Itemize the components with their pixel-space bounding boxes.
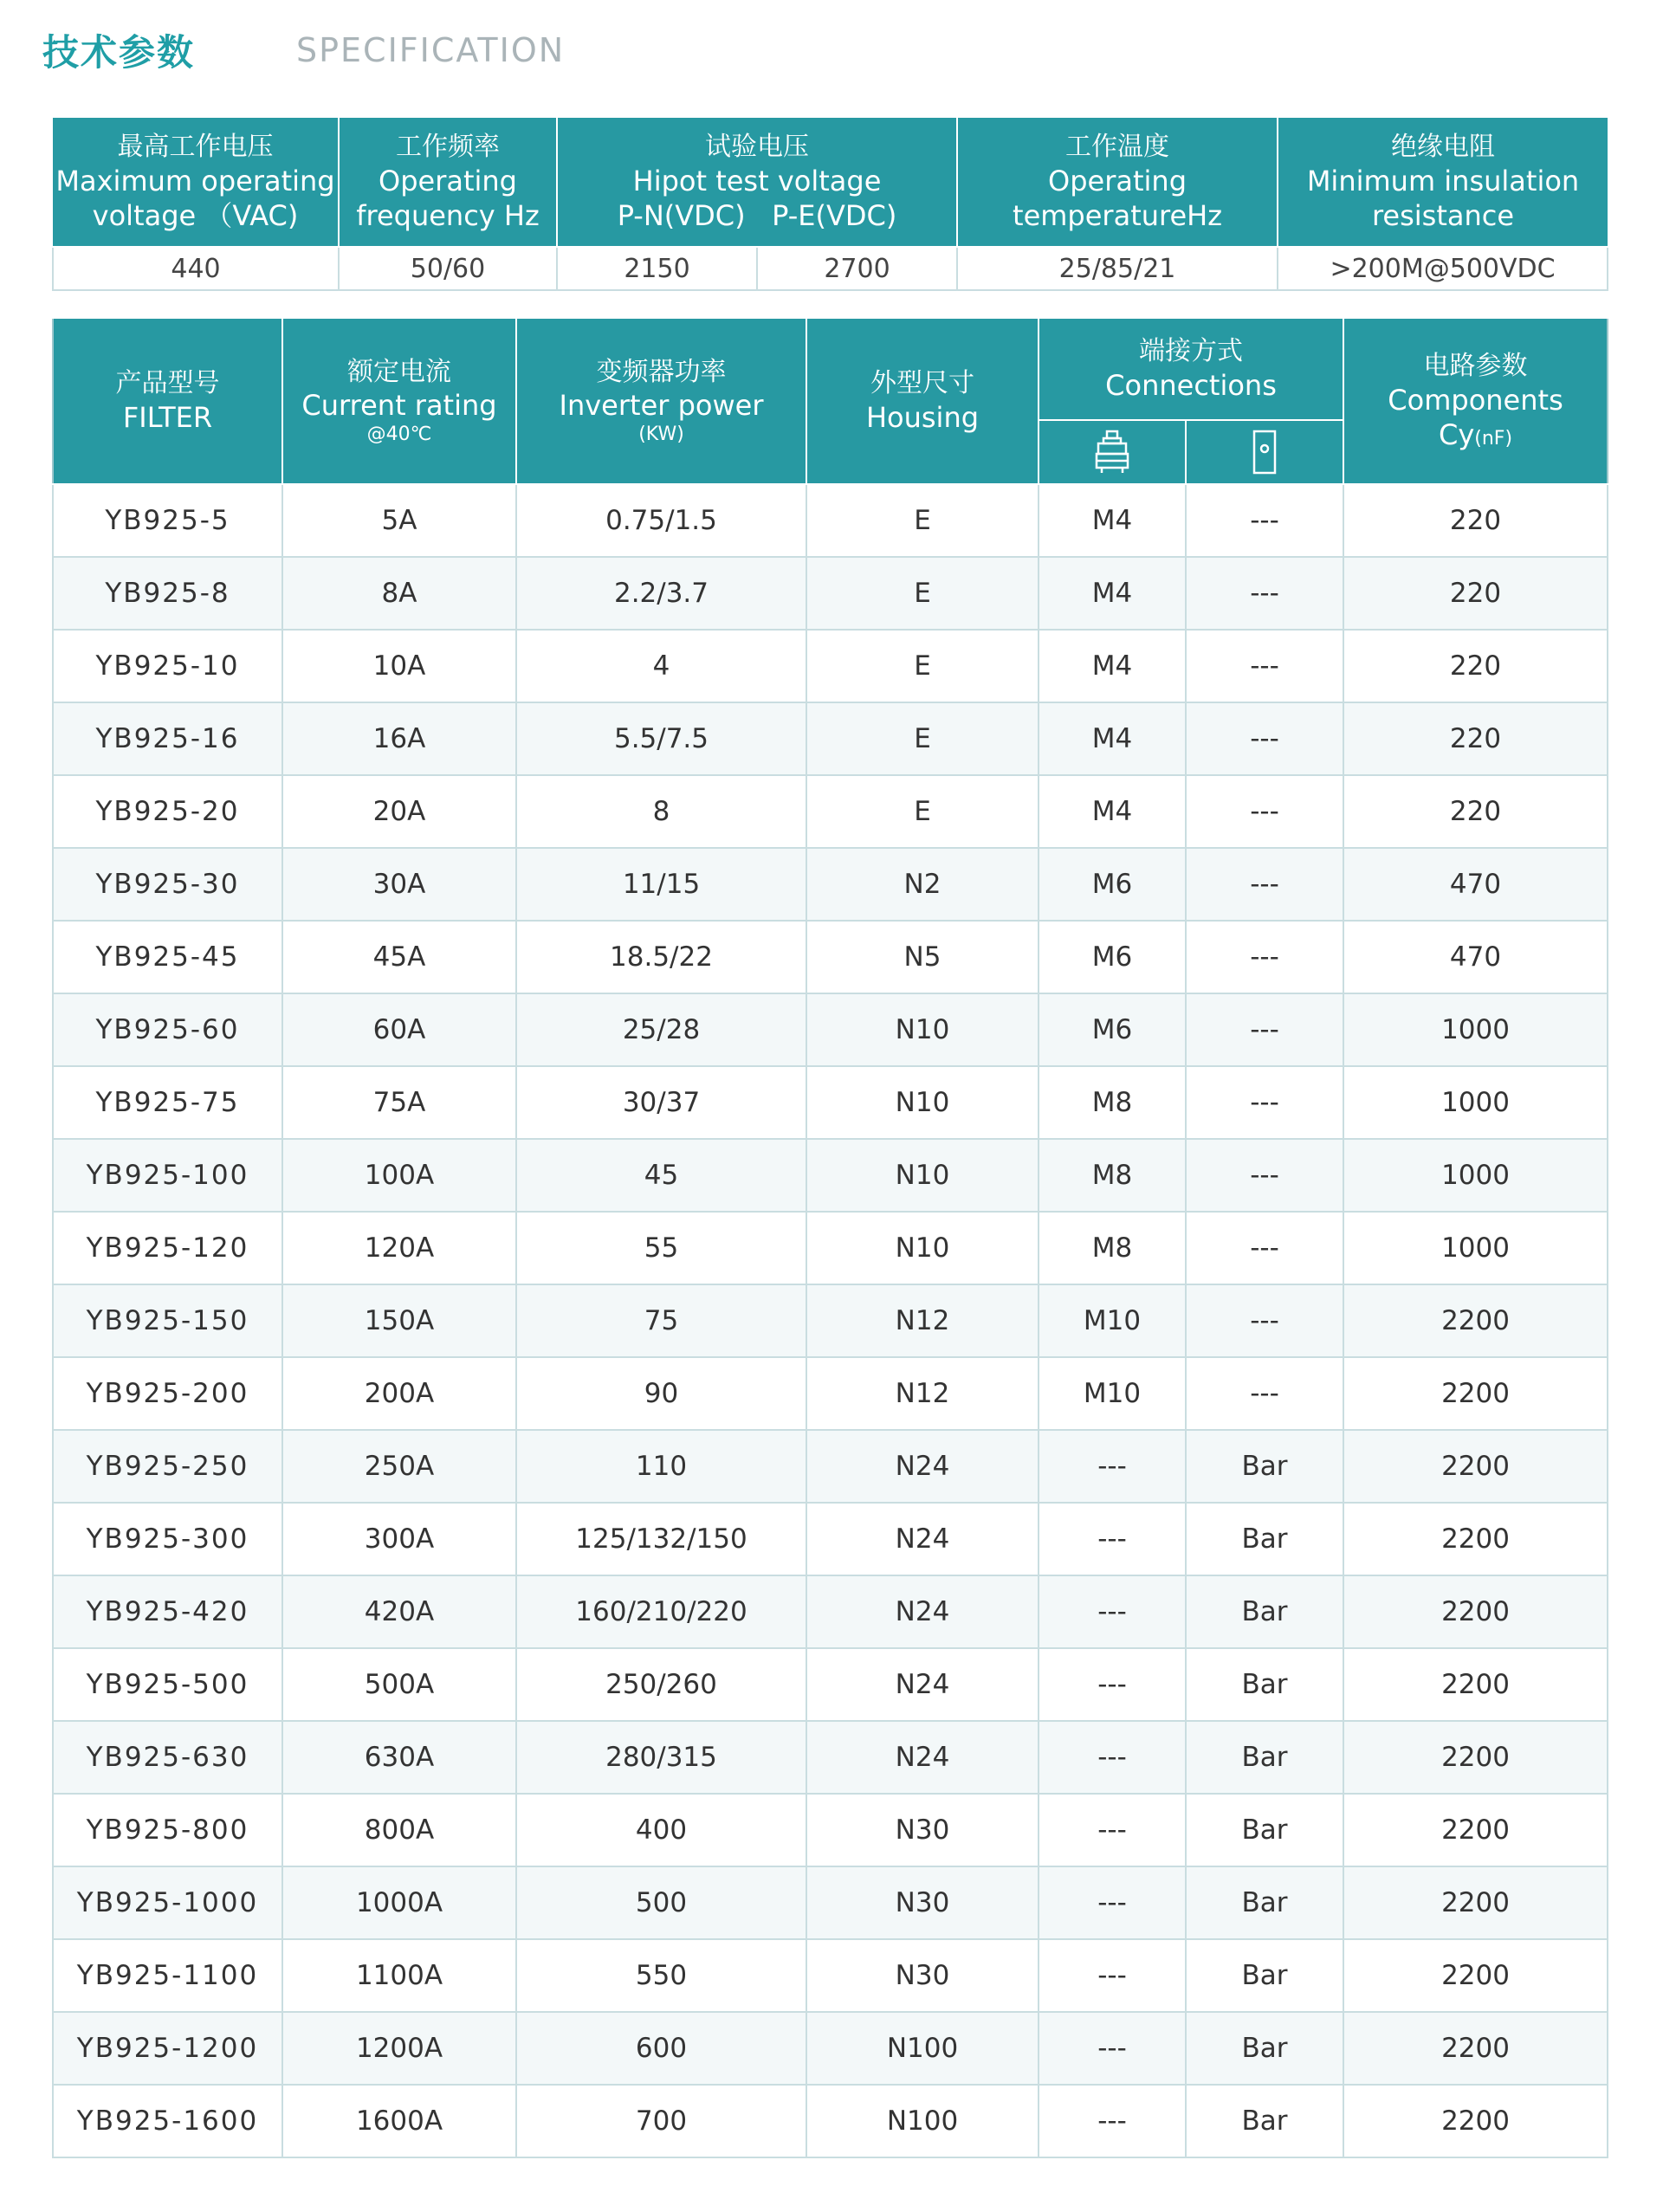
- cell-inverter-power: 400: [516, 1794, 806, 1866]
- cell-capacitance: 220: [1343, 630, 1608, 702]
- cell-connection-screw: M8: [1039, 1066, 1186, 1139]
- cell-current: 500A: [282, 1648, 516, 1721]
- cell-inverter-power: 8: [516, 775, 806, 848]
- cell-housing: N24: [806, 1721, 1039, 1794]
- cell-capacitance: 2200: [1343, 1357, 1608, 1430]
- cell-capacitance: 220: [1343, 702, 1608, 775]
- spec-value-pn: 2150: [557, 247, 757, 290]
- cell-connection-screw: M4: [1039, 484, 1186, 557]
- cell-model: YB925-300: [53, 1503, 282, 1575]
- cell-connection-screw: M10: [1039, 1284, 1186, 1357]
- cell-inverter-power: 2.2/3.7: [516, 557, 806, 630]
- cell-inverter-power: 5.5/7.5: [516, 702, 806, 775]
- cell-current: 300A: [282, 1503, 516, 1575]
- cell-model: YB925-420: [53, 1575, 282, 1648]
- page-title-cn: 技术参数: [42, 31, 196, 74]
- cell-model: YB925-100: [53, 1139, 282, 1212]
- cell-current: 1200A: [282, 2012, 516, 2085]
- cell-inverter-power: 90: [516, 1357, 806, 1430]
- cell-current: 1000A: [282, 1866, 516, 1939]
- cell-connection-screw: M4: [1039, 557, 1186, 630]
- cell-current: 75A: [282, 1066, 516, 1139]
- cell-inverter-power: 550: [516, 1939, 806, 2012]
- cell-inverter-power: 500: [516, 1866, 806, 1939]
- header-housing: 外型尺寸 Housing: [806, 318, 1039, 484]
- table-row: [53, 2085, 1608, 2157]
- cell-capacitance: 2200: [1343, 2085, 1608, 2157]
- cell-inverter-power: 700: [516, 2085, 806, 2157]
- cell-connection-bar: ---: [1186, 484, 1343, 557]
- spec-value-frequency: 50/60: [339, 247, 557, 290]
- cell-model: YB925-20: [53, 775, 282, 848]
- cell-inverter-power: 18.5/22: [516, 921, 806, 993]
- cell-inverter-power: 125/132/150: [516, 1503, 806, 1575]
- cell-connection-bar: Bar: [1186, 1503, 1343, 1575]
- cell-housing: N100: [806, 2085, 1039, 2157]
- spec-value-pe: 2700: [757, 247, 957, 290]
- cell-current: 200A: [282, 1357, 516, 1430]
- cell-connection-bar: Bar: [1186, 1866, 1343, 1939]
- product-table-body: [53, 484, 1608, 2157]
- cell-current: 16A: [282, 702, 516, 775]
- cell-model: YB925-1600: [53, 2085, 282, 2157]
- cell-current: 30A: [282, 848, 516, 921]
- cell-connection-bar: Bar: [1186, 1430, 1343, 1503]
- table-row: [53, 1939, 1608, 2012]
- cell-model: YB925-150: [53, 1284, 282, 1357]
- busbar-icon: [1186, 420, 1343, 484]
- cell-capacitance: 2200: [1343, 1284, 1608, 1357]
- cell-housing: N2: [806, 848, 1039, 921]
- cell-current: 1100A: [282, 1939, 516, 2012]
- cell-housing: N10: [806, 1139, 1039, 1212]
- cell-connection-bar: ---: [1186, 702, 1343, 775]
- cell-current: 420A: [282, 1575, 516, 1648]
- cell-connection-bar: ---: [1186, 993, 1343, 1066]
- cell-capacitance: 1000: [1343, 1066, 1608, 1139]
- cell-inverter-power: 0.75/1.5: [516, 484, 806, 557]
- cell-current: 250A: [282, 1430, 516, 1503]
- cell-model: YB925-500: [53, 1648, 282, 1721]
- cell-housing: E: [806, 484, 1039, 557]
- cell-capacitance: 2200: [1343, 1939, 1608, 2012]
- cell-capacitance: 220: [1343, 557, 1608, 630]
- cell-connection-bar: ---: [1186, 557, 1343, 630]
- cell-housing: N12: [806, 1357, 1039, 1430]
- cell-model: YB925-16: [53, 702, 282, 775]
- table-row: [53, 1503, 1608, 1575]
- cell-connection-screw: M6: [1039, 848, 1186, 921]
- cell-capacitance: 1000: [1343, 1139, 1608, 1212]
- cell-connection-bar: ---: [1186, 1357, 1343, 1430]
- cell-housing: E: [806, 702, 1039, 775]
- cell-housing: N5: [806, 921, 1039, 993]
- cell-connection-screw: M4: [1039, 702, 1186, 775]
- cell-model: YB925-120: [53, 1212, 282, 1284]
- cell-inverter-power: 250/260: [516, 1648, 806, 1721]
- cell-capacitance: 2200: [1343, 1721, 1608, 1794]
- cell-connection-screw: M4: [1039, 630, 1186, 702]
- cell-housing: E: [806, 775, 1039, 848]
- cell-inverter-power: 160/210/220: [516, 1575, 806, 1648]
- cell-inverter-power: 55: [516, 1212, 806, 1284]
- cell-connection-screw: M6: [1039, 921, 1186, 993]
- table-row: [53, 1648, 1608, 1721]
- cell-connection-screw: ---: [1039, 2012, 1186, 2085]
- cell-inverter-power: 11/15: [516, 848, 806, 921]
- cell-connection-screw: ---: [1039, 1721, 1186, 1794]
- table-row: [53, 1866, 1608, 1939]
- cell-connection-bar: ---: [1186, 1139, 1343, 1212]
- cell-connection-screw: ---: [1039, 1575, 1186, 1648]
- cell-connection-screw: ---: [1039, 1866, 1186, 1939]
- cell-connection-bar: ---: [1186, 848, 1343, 921]
- cell-housing: N30: [806, 1866, 1039, 1939]
- cell-capacitance: 470: [1343, 921, 1608, 993]
- table-row: [53, 993, 1608, 1066]
- table-row: [53, 1575, 1608, 1648]
- cell-inverter-power: 4: [516, 630, 806, 702]
- table-row: [53, 1139, 1608, 1212]
- spec-header-voltage: 最高工作电压 Maximum operating voltage （VAC): [53, 117, 339, 247]
- cell-housing: N30: [806, 1939, 1039, 2012]
- cell-connection-bar: Bar: [1186, 1721, 1343, 1794]
- cell-connection-bar: ---: [1186, 1066, 1343, 1139]
- cell-model: YB925-630: [53, 1721, 282, 1794]
- cell-capacitance: 2200: [1343, 2012, 1608, 2085]
- cell-capacitance: 2200: [1343, 1503, 1608, 1575]
- cell-connection-bar: Bar: [1186, 1575, 1343, 1648]
- cell-current: 630A: [282, 1721, 516, 1794]
- cell-connection-bar: Bar: [1186, 1939, 1343, 2012]
- cell-inverter-power: 25/28: [516, 993, 806, 1066]
- table-row: [53, 921, 1608, 993]
- table-row: [53, 702, 1608, 775]
- header-current: 额定电流 Current rating @40℃: [282, 318, 516, 484]
- cell-inverter-power: 110: [516, 1430, 806, 1503]
- cell-connection-screw: ---: [1039, 1648, 1186, 1721]
- spec-header-temperature: 工作温度 Operating temperatureHz: [957, 117, 1278, 247]
- cell-current: 1600A: [282, 2085, 516, 2157]
- cell-housing: N100: [806, 2012, 1039, 2085]
- table-row: [53, 1430, 1608, 1503]
- cell-connection-screw: ---: [1039, 1503, 1186, 1575]
- cell-current: 100A: [282, 1139, 516, 1212]
- spec-value-insulation: >200M@500VDC: [1278, 247, 1608, 290]
- cell-connection-bar: ---: [1186, 1284, 1343, 1357]
- cell-model: YB925-75: [53, 1066, 282, 1139]
- cell-housing: N12: [806, 1284, 1039, 1357]
- table-row: [53, 1794, 1608, 1866]
- cell-connection-screw: M8: [1039, 1139, 1186, 1212]
- cell-housing: N24: [806, 1503, 1039, 1575]
- cell-inverter-power: 30/37: [516, 1066, 806, 1139]
- cell-connection-screw: M10: [1039, 1357, 1186, 1430]
- cell-connection-bar: Bar: [1186, 2085, 1343, 2157]
- cell-capacitance: 2200: [1343, 1648, 1608, 1721]
- cell-current: 150A: [282, 1284, 516, 1357]
- spec-table: [52, 116, 1608, 291]
- header-components: 电路参数 Components Cy(nF): [1343, 318, 1608, 484]
- cell-model: YB925-800: [53, 1794, 282, 1866]
- cell-model: YB925-250: [53, 1430, 282, 1503]
- cell-connection-bar: Bar: [1186, 1648, 1343, 1721]
- cell-connection-bar: ---: [1186, 921, 1343, 993]
- cell-inverter-power: 45: [516, 1139, 806, 1212]
- cell-housing: N10: [806, 1212, 1039, 1284]
- cell-model: YB925-45: [53, 921, 282, 993]
- cell-housing: N24: [806, 1575, 1039, 1648]
- cell-current: 45A: [282, 921, 516, 993]
- cell-connection-screw: ---: [1039, 1939, 1186, 2012]
- cell-connection-bar: ---: [1186, 1212, 1343, 1284]
- page-title-en: SPECIFICATION: [296, 31, 566, 69]
- table-row: [53, 1357, 1608, 1430]
- cell-current: 5A: [282, 484, 516, 557]
- cell-housing: E: [806, 557, 1039, 630]
- cell-capacitance: 1000: [1343, 993, 1608, 1066]
- cell-capacitance: 220: [1343, 775, 1608, 848]
- cell-capacitance: 2200: [1343, 1430, 1608, 1503]
- product-table: [52, 317, 1608, 2158]
- cell-capacitance: 2200: [1343, 1866, 1608, 1939]
- header-components-cy: Cy: [1438, 417, 1475, 451]
- cell-capacitance: 2200: [1343, 1575, 1608, 1648]
- cell-model: YB925-60: [53, 993, 282, 1066]
- table-row: [53, 484, 1608, 557]
- cell-model: YB925-1000: [53, 1866, 282, 1939]
- terminal-screw-icon: [1039, 420, 1186, 484]
- cell-inverter-power: 75: [516, 1284, 806, 1357]
- table-row: [53, 775, 1608, 848]
- table-row: [53, 2012, 1608, 2085]
- cell-connection-bar: ---: [1186, 630, 1343, 702]
- header-connections: 端接方式 Connections: [1039, 318, 1343, 420]
- table-row: [53, 557, 1608, 630]
- cell-current: 60A: [282, 993, 516, 1066]
- cell-connection-screw: ---: [1039, 1794, 1186, 1866]
- cell-current: 800A: [282, 1794, 516, 1866]
- cell-connection-screw: ---: [1039, 2085, 1186, 2157]
- cell-capacitance: 470: [1343, 848, 1608, 921]
- cell-model: YB925-1100: [53, 1939, 282, 2012]
- cell-model: YB925-10: [53, 630, 282, 702]
- cell-housing: N10: [806, 993, 1039, 1066]
- cell-current: 120A: [282, 1212, 516, 1284]
- cell-model: YB925-8: [53, 557, 282, 630]
- spec-header-frequency: 工作频率 Operating frequency Hz: [339, 117, 557, 247]
- cell-connection-bar: Bar: [1186, 2012, 1343, 2085]
- cell-connection-screw: M4: [1039, 775, 1186, 848]
- table-row: [53, 1721, 1608, 1794]
- spec-header-insulation: 绝缘电阻 Minimum insulation resistance: [1278, 117, 1608, 247]
- cell-current: 20A: [282, 775, 516, 848]
- spec-value-voltage: 440: [53, 247, 339, 290]
- cell-inverter-power: 280/315: [516, 1721, 806, 1794]
- cell-model: YB925-5: [53, 484, 282, 557]
- cell-connection-screw: M6: [1039, 993, 1186, 1066]
- cell-connection-bar: Bar: [1186, 1794, 1343, 1866]
- cell-housing: N30: [806, 1794, 1039, 1866]
- header-components-unit: (nF): [1474, 427, 1513, 450]
- header-filter: 产品型号 FILTER: [53, 318, 282, 484]
- cell-capacitance: 2200: [1343, 1794, 1608, 1866]
- cell-housing: E: [806, 630, 1039, 702]
- table-row: [53, 1212, 1608, 1284]
- cell-model: YB925-1200: [53, 2012, 282, 2085]
- cell-capacitance: 220: [1343, 484, 1608, 557]
- cell-inverter-power: 600: [516, 2012, 806, 2085]
- cell-model: YB925-30: [53, 848, 282, 921]
- cell-current: 10A: [282, 630, 516, 702]
- cell-housing: N10: [806, 1066, 1039, 1139]
- header-inverter: 变频器功率 Inverter power (KW): [516, 318, 806, 484]
- spec-header-hipot: 试验电压 Hipot test voltage P-N(VDC) P-E(VDC): [557, 117, 957, 247]
- cell-connection-bar: ---: [1186, 775, 1343, 848]
- spec-value-temperature: 25/85/21: [957, 247, 1278, 290]
- table-row: [53, 630, 1608, 702]
- cell-housing: N24: [806, 1430, 1039, 1503]
- cell-current: 8A: [282, 557, 516, 630]
- cell-model: YB925-200: [53, 1357, 282, 1430]
- table-row: [53, 1284, 1608, 1357]
- cell-connection-screw: ---: [1039, 1430, 1186, 1503]
- table-row: [53, 1066, 1608, 1139]
- cell-housing: N24: [806, 1648, 1039, 1721]
- cell-connection-screw: M8: [1039, 1212, 1186, 1284]
- cell-capacitance: 1000: [1343, 1212, 1608, 1284]
- table-row: [53, 848, 1608, 921]
